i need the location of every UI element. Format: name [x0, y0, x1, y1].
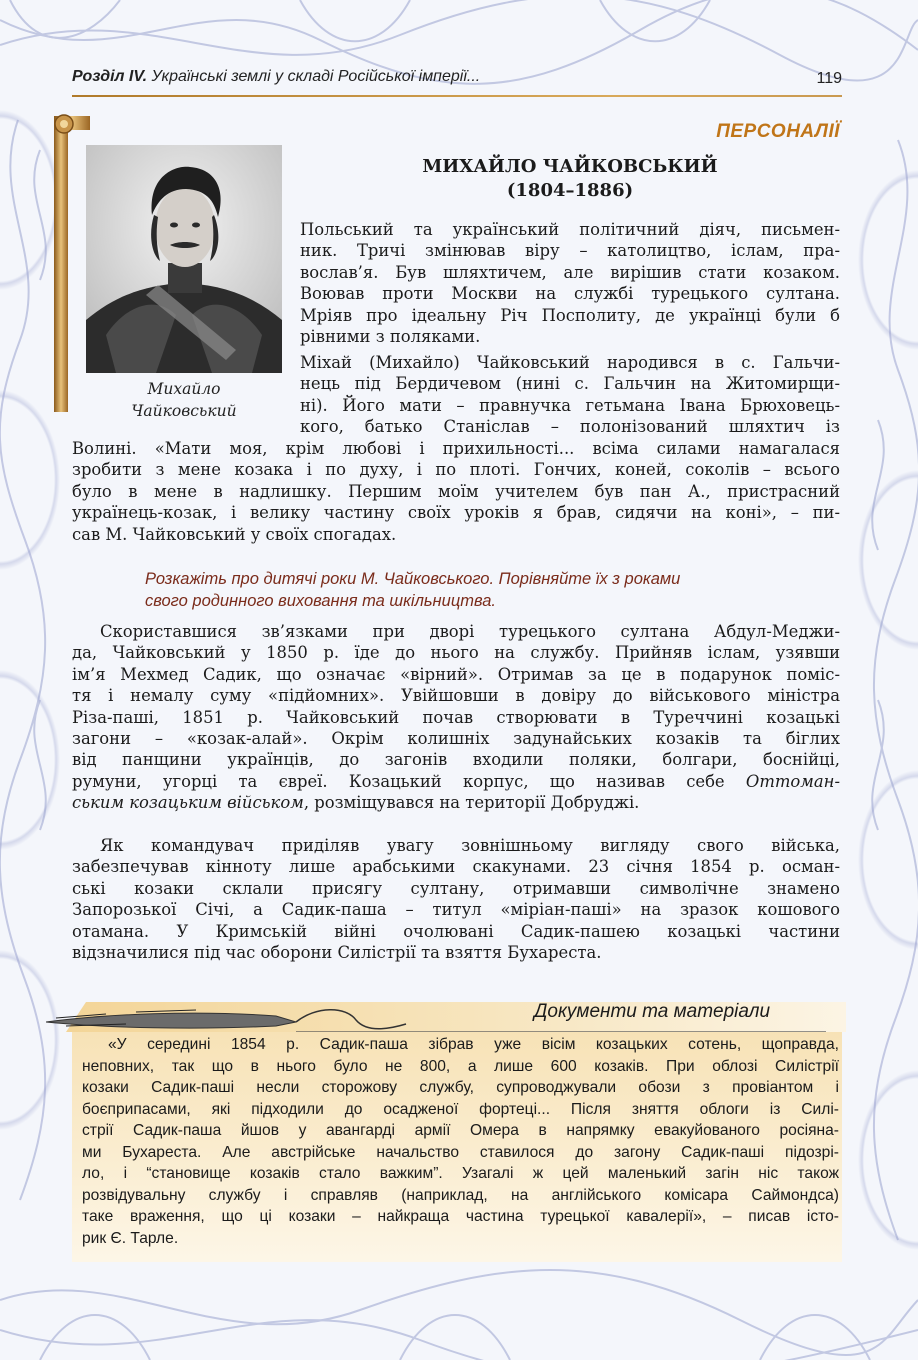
- running-header: [72, 68, 842, 94]
- text-line: зробити з мене козака і по духу, і по плоті. Гончих, коней, соколів – всього: [72, 460, 840, 480]
- caption-line: Михайло: [147, 380, 221, 398]
- rubric-label: ПЕРСОНАЛІЇ: [716, 121, 840, 142]
- text-line: ло, і “становище козаків стало важким”. Узагалі ж цей маленький загін ніс також: [82, 1165, 839, 1182]
- text-line: ні). Його мати – правнучка гетьмана Івана Брюховець-: [300, 395, 840, 415]
- text-line: да, Чайковський у 1850 р. їде до нього на службу. Прийняв іслам, узявши: [72, 643, 840, 663]
- documents-title: Документи та матеріали: [534, 1001, 771, 1022]
- text-line: неповних, так що в нього було не 800, а лише 600 козаків. При облозі Силістрії: [82, 1057, 839, 1075]
- text-line: отамана. У Кримській війні очолювані Садик-пашею козацькі частини: [72, 921, 840, 941]
- text-line: розвідувальну службу і справляв (наприклад, на англійського комісара Саймондса): [82, 1186, 839, 1204]
- text-line: забезпечував кінноту лише арабськими скакунами. 23 січня 1854 р. осман-: [72, 857, 840, 877]
- text-line: Як командувач приділяв увагу зовнішньому вигляду свого війська,: [100, 836, 840, 855]
- text-line: рівними з поляками.: [300, 327, 481, 347]
- text-line: козаки Садик-паші несли сторожову службу, супроводжували обози з провіантом і: [82, 1079, 839, 1096]
- caption-line: Чайковський: [131, 402, 237, 420]
- paragraph-service: [72, 621, 840, 814]
- text-line: було в мене в надлишку. Першим моїм учителем був пан А., пристрасний: [72, 481, 840, 501]
- text-line: тя і немалу суму «підйомних». Увійшовши в довіру до військового міністра: [72, 686, 840, 706]
- text-line: ник. Тричі змінював віру – католицтво, іслам, пра-: [300, 241, 840, 261]
- text-line: відзначилися під час оборони Силістрії та взяття Бухареста.: [72, 943, 602, 963]
- text-line: Розкажіть про дитячі роки М. Чайковського. Порівняйте їх з роками: [145, 570, 681, 588]
- text-line: [72, 792, 840, 813]
- text-line: боєприпасами, які підходили до осадженої фортеці... Після зняття облоги із Силі-: [82, 1100, 839, 1118]
- intro-paragraph: [300, 219, 840, 347]
- text-line: Запорозької Січі, а Садик-паша – титул «міріан-паші» на зразок кошового: [72, 900, 840, 920]
- text-line: кого, батько Станіслав – полонізований шляхтич із: [300, 417, 840, 437]
- italic-term: Оттоман-: [745, 771, 840, 791]
- text-line: свого родинного виховання та шкільництва.: [145, 592, 497, 610]
- text-line: Волині. «Мати моя, крім любові і прихильності... всіма силами намагалася: [72, 439, 840, 458]
- header-rule: [72, 95, 842, 97]
- text-line: [72, 771, 840, 792]
- person-heading: [300, 155, 840, 203]
- text-line: Міхай (Михайло) Чайковський народився в с. Гальчи-: [300, 353, 840, 372]
- text-line: Польський та український політичний діяч, письмен-: [300, 220, 840, 239]
- person-name: МИХАЙЛО ЧАЙКОВСЬКИЙ: [422, 156, 718, 177]
- text-line: таке враження, що ці козаки – найкраща частина турецької кавалерії», – писав істо-: [82, 1208, 839, 1225]
- italic-term: ським козацьким військом: [72, 793, 304, 813]
- text-line: ські козаки склали присягу султану, отримавши символічне знамено: [72, 878, 840, 898]
- bio-paragraph-narrow: [300, 352, 840, 438]
- portrait-image: [86, 145, 282, 373]
- text-line: загони – «козак-алай». Окрім колишніх задунайських козаків та біглих: [72, 729, 840, 749]
- text-line: ми Бухареста. Але австрійське начальство ставилося до загону Садик-паші підозрі-: [82, 1143, 839, 1161]
- section-label: Розділ IV.: [72, 68, 148, 85]
- text-line: Скориставшися зв’язками при дворі турецького султана Абдул-Меджи-: [100, 622, 840, 641]
- text-line: Різа-паші, 1851 р. Чайковський почав створювати в Туреччині козацькі: [72, 707, 840, 727]
- text-line: Мріяв про ідеальну Річ Посполиту, де українці були б: [300, 305, 840, 325]
- text-line: стрії Садик-паша йшов у авангарді армії Омера в напрямку евакуйованого росіяна-: [82, 1122, 839, 1139]
- person-years: (1804–1886): [506, 180, 634, 201]
- text-line: сав М. Чайковський у своїх спогадах.: [72, 524, 397, 544]
- paragraph-command: [72, 835, 840, 963]
- portrait-caption: [86, 378, 282, 422]
- text-span: , розміщувався на території Добруджі.: [303, 793, 640, 813]
- text-line: від панщини українців, до загонів входили поляки, болгари, боснійці,: [72, 750, 840, 770]
- text-line: «У середині 1854 р. Садик-паша зібрав уже вісім козацьких сотень, щоправда,: [108, 1036, 839, 1053]
- text-line: нець під Бердичевом (нині с. Гальчин на Житомирщи-: [300, 374, 840, 394]
- section-title: Українські землі у складі Російської імперії...: [151, 68, 481, 85]
- decorative-frame-icon: [50, 112, 90, 412]
- text-line: Воював проти Москви на службі турецького султана.: [300, 284, 840, 304]
- text-line: рик Є. Тарле.: [82, 1229, 179, 1247]
- bio-paragraph-wide: [72, 438, 840, 545]
- task-question: [145, 568, 840, 612]
- text-span: румуни, угорці та євреї. Козацький корпус, що називав себе: [72, 771, 746, 791]
- text-line: вослав’я. Був шляхтичем, але вирішив стати козаком.: [300, 262, 840, 282]
- page-number: 119: [816, 70, 842, 87]
- text-line: ім’я Мехмед Садик, що означає «вірний». Отримав за це в подарунок поміс-: [72, 664, 840, 684]
- text-line: українець-козак, і велику частину своїх уроків я брав, сидячи на коні», – пи-: [72, 503, 840, 523]
- documents-quote: [82, 1034, 839, 1249]
